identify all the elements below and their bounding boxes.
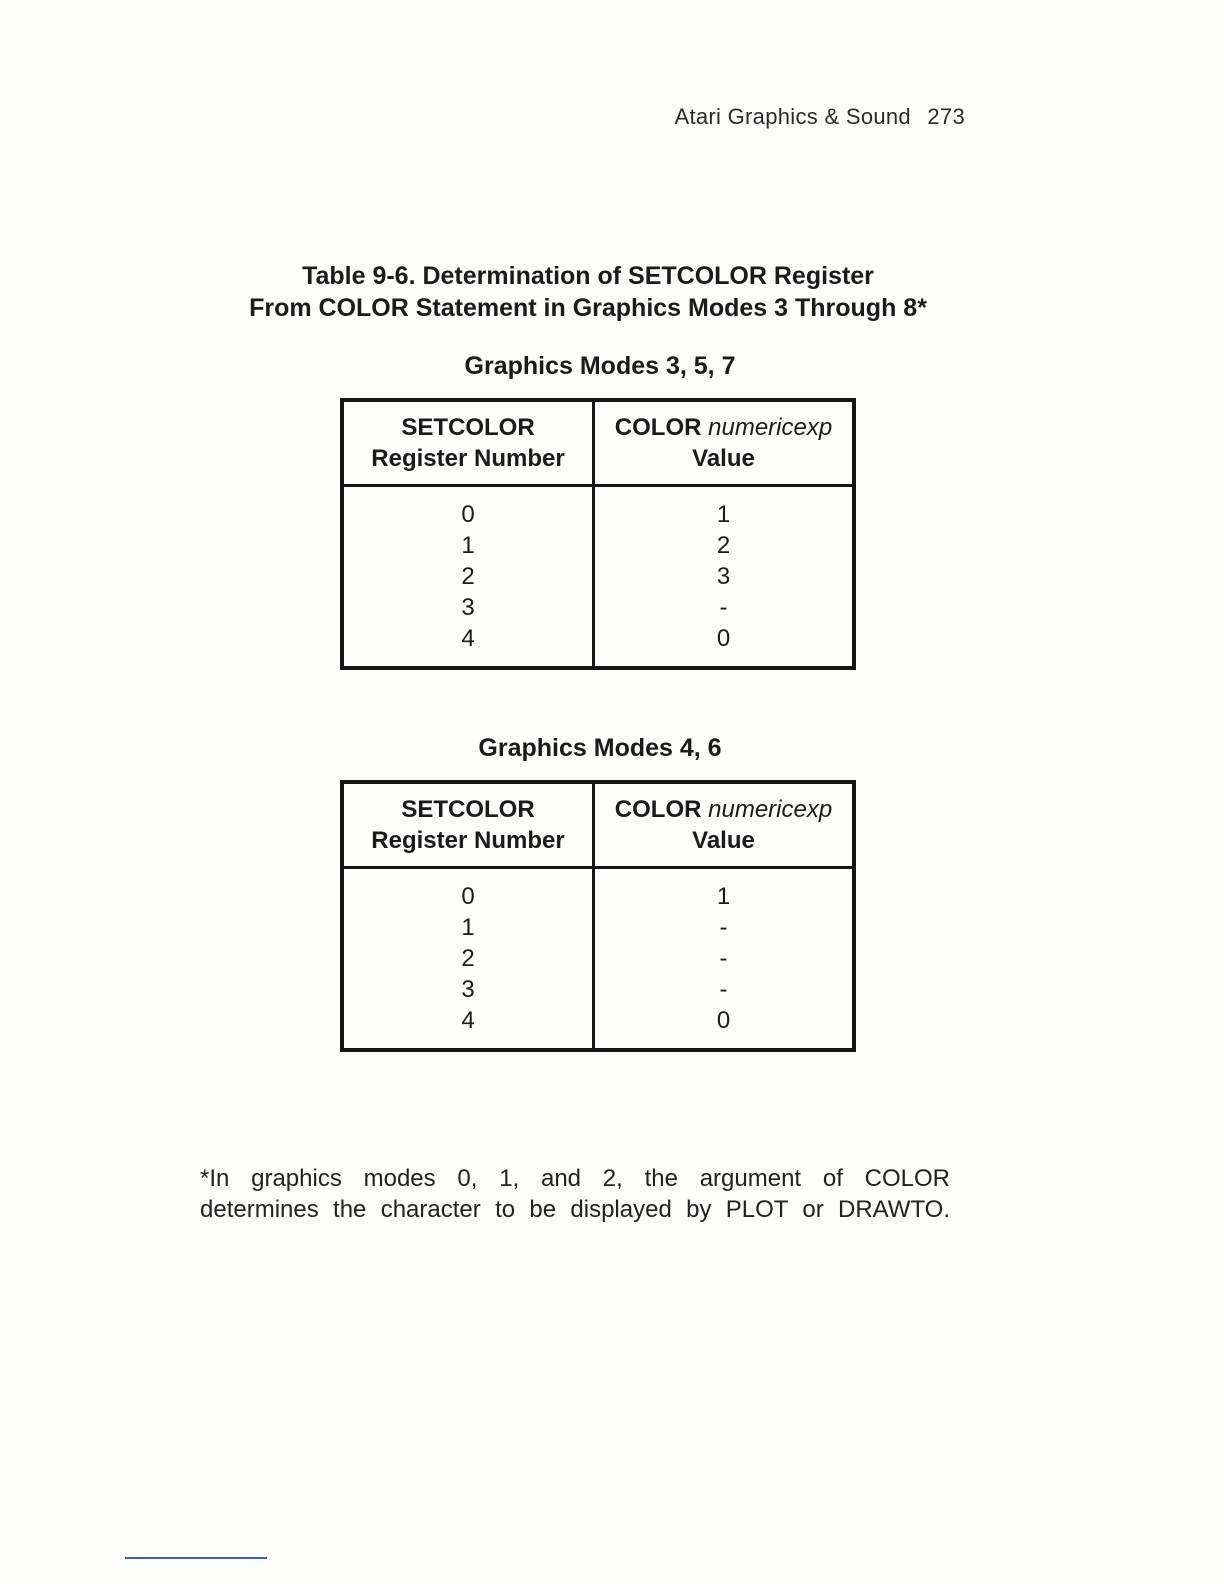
footnote-line-2: determines the character to be displayed by PLOT or DRAWTO. (200, 1196, 950, 1223)
value-cell: 2 (716, 532, 731, 559)
footnote (200, 1163, 950, 1225)
register-cell: 0 (461, 501, 475, 528)
header-register-number (342, 782, 594, 868)
register-cell: 3 (461, 976, 475, 1003)
setcolor-table-modes-4-6 (340, 780, 856, 1052)
header-col2-line1 (601, 412, 846, 443)
running-head (600, 104, 965, 130)
header-col2-line2: Value (692, 827, 755, 854)
value-cell: 3 (716, 563, 731, 590)
table-body-row (342, 486, 854, 669)
header-color-value (594, 782, 855, 868)
header-col2-line1 (601, 794, 846, 825)
setcolor-table-modes-3-5-7 (340, 398, 856, 670)
register-cell: 2 (461, 945, 475, 972)
value-cell: - (719, 945, 728, 972)
value-cell: 0 (716, 1007, 731, 1034)
header-col1-line1: SETCOLOR (401, 414, 535, 441)
register-cell: 3 (461, 594, 475, 621)
table-header-row (342, 400, 854, 486)
header-col2-bold: COLOR (614, 414, 702, 441)
value-column (594, 486, 855, 669)
register-cell: 4 (461, 1007, 475, 1034)
register-column (342, 486, 594, 669)
value-cell: 1 (716, 883, 731, 910)
header-col2-italic: numericexp (708, 414, 833, 441)
table-title-line-1: Table 9-6. Determination of SETCOLOR Register (302, 262, 874, 290)
table-header-row (342, 782, 854, 868)
register-column (342, 868, 594, 1051)
value-column (594, 868, 855, 1051)
register-cell: 1 (461, 914, 475, 941)
register-cell: 4 (461, 625, 475, 652)
header-color-value (594, 400, 855, 486)
footnote-line-1: *In graphics modes 0, 1, and 2, the argument of COLOR (200, 1165, 950, 1192)
register-cell: 2 (461, 563, 475, 590)
table-subtitle-modes-4-6: Graphics Modes 4, 6 (478, 734, 722, 762)
value-cell: - (719, 976, 728, 1003)
value-cell: 0 (716, 625, 731, 652)
register-cell: 0 (461, 883, 475, 910)
header-col1-line2: Register Number (371, 827, 565, 854)
header-col2-italic: numericexp (708, 796, 833, 823)
table-title-line-2: From COLOR Statement in Graphics Modes 3 Through 8* (249, 294, 927, 322)
header-col2-line2: Value (692, 445, 755, 472)
table-body-row (342, 868, 854, 1051)
header-col1-line2: Register Number (371, 445, 565, 472)
page-number: 273 (927, 104, 965, 129)
header-col1-line1: SETCOLOR (401, 796, 535, 823)
value-cell: - (719, 914, 728, 941)
table-title (180, 260, 996, 324)
register-cell: 1 (461, 532, 475, 559)
header-register-number (342, 400, 594, 486)
running-title: Atari Graphics & Sound (674, 104, 911, 129)
table-subtitle-modes-3-5-7: Graphics Modes 3, 5, 7 (464, 352, 736, 380)
value-cell: 1 (716, 501, 731, 528)
footer-rule (125, 1557, 267, 1559)
value-cell: - (719, 594, 728, 621)
header-col2-bold: COLOR (614, 796, 702, 823)
